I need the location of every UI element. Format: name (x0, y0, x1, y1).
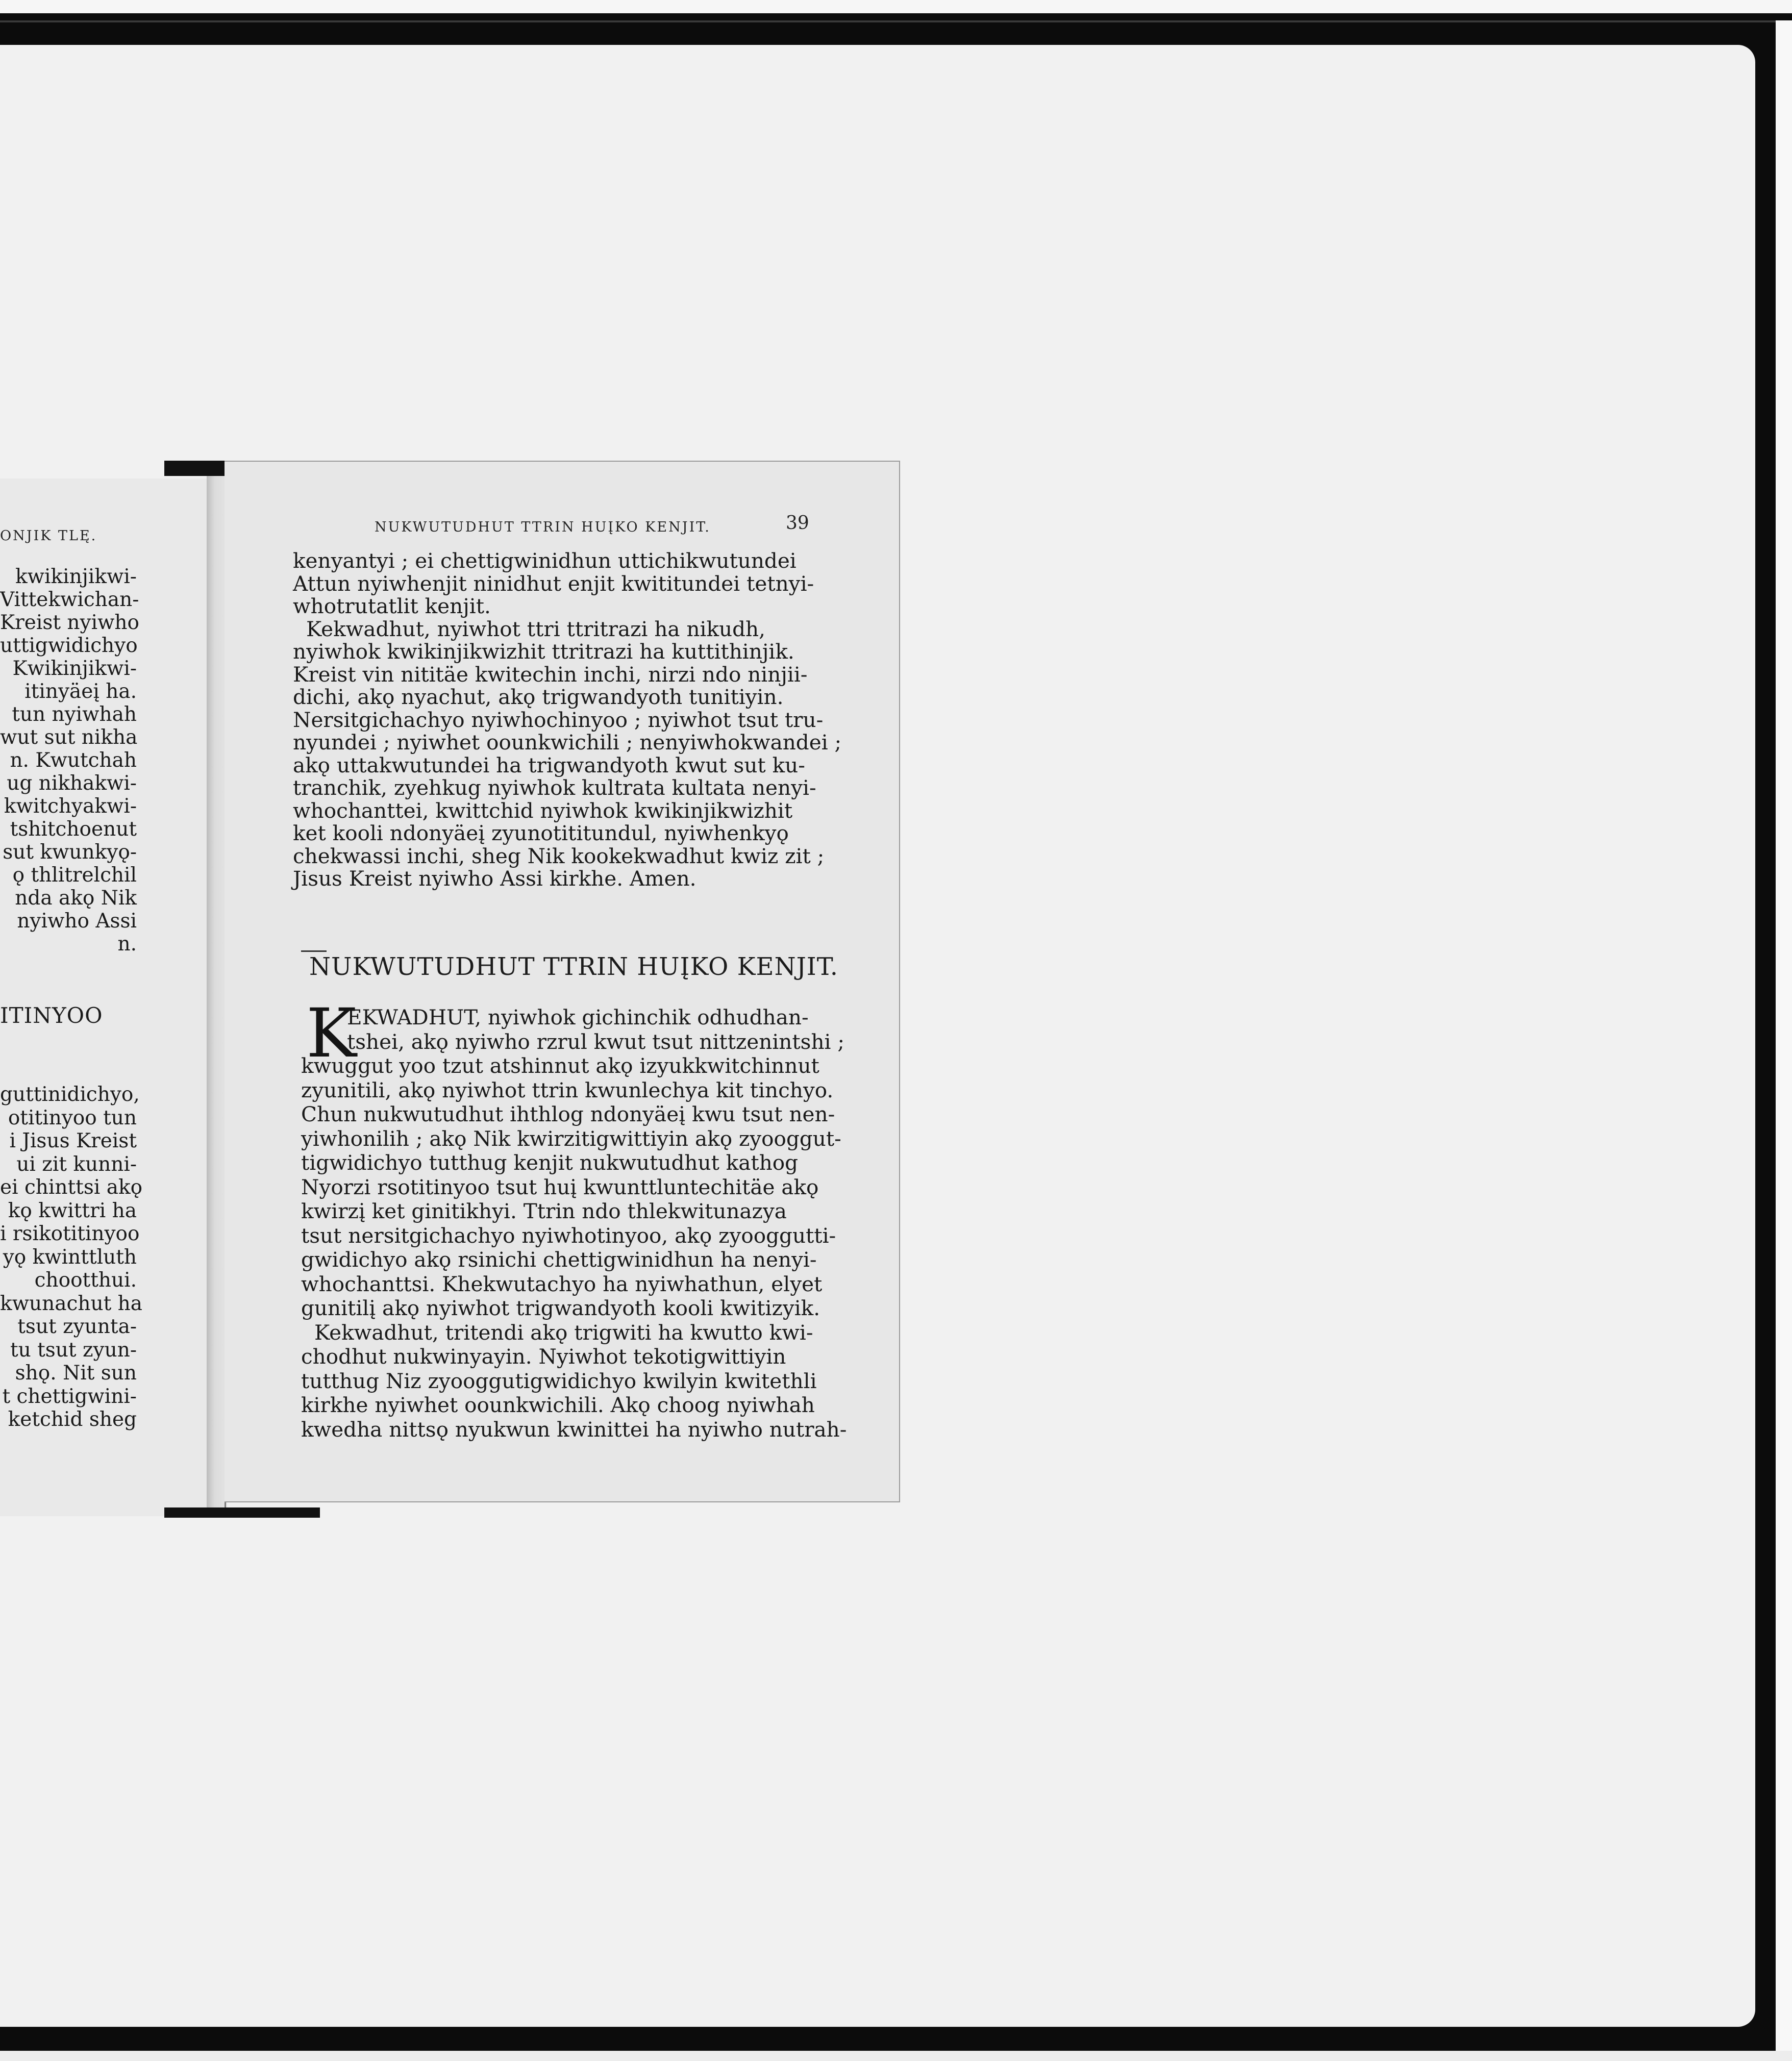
text-line: kwitchyakwi- (4, 795, 137, 818)
text-line: chodhut nukwinyayin. Nyiwhot tekotigwittiyin (301, 1344, 786, 1369)
drop-cap: K (306, 994, 357, 1073)
text-line: dichi, akǫ nyachut, akǫ trigwandyoth tunitiyin. (293, 685, 784, 709)
text-line: kwikinjikwi- (15, 565, 137, 588)
text-line: Kwikinjikwi- (12, 657, 137, 680)
text-line: Kreist nyiwho (0, 611, 140, 634)
text-line: tranchik, zyehkug nyiwhok kultrata kultata nenyi- (293, 775, 816, 800)
section-title: NUKWUTUDHUT TTRIN HUĮKO KENJIT. (309, 952, 838, 981)
text-line: sut kwunkyǫ- (3, 841, 137, 864)
text-line: tshitchoenut (10, 818, 137, 841)
text-line: wut sut nikha (0, 726, 138, 749)
text-line: ket kooli ndonyäeį zyunotititundul, nyiwhenkyǫ (293, 821, 789, 845)
text-line: whochanttei, kwittchid nyiwhok kwikinjikwizhit (293, 798, 793, 823)
text-line: Nersitgichachyo nyiwhochinyoo ; nyiwhot tsut tru- (293, 707, 824, 732)
text-line: Chun nukwutudhut ihthlog ndonyäeį kwu tsut nen- (301, 1102, 835, 1126)
film-edge-bottom (0, 2051, 1792, 2061)
text-line: Attun nyiwhenjit ninidhut enjit kwititundei tetnyi- (293, 571, 814, 596)
text-line: tu tsut zyun- (10, 1338, 137, 1362)
text-line: chootthui. (34, 1269, 137, 1292)
text-line: gwidichyo akǫ rsinichi chettigwinidhun ha nenyi- (301, 1247, 817, 1272)
text-line: ketchid sheg (8, 1408, 137, 1431)
text-line: kwedha nittsǫ nyukwun kwinittei ha nyiwho nutrah- (301, 1417, 847, 1442)
text-line: tun nyiwhah (12, 703, 137, 726)
text-line: EKWADHUT, nyiwhok gichinchik odhudhan- (347, 1005, 809, 1029)
text-line: kwuggut yoo tzut atshinnut akǫ izyukkwitchinnut (301, 1053, 819, 1078)
text-line: yiwhonilih ; akǫ Nik kwirzitigwittiyin akǫ zyooggut- (301, 1126, 841, 1151)
text-line: tsut nersitgichachyo nyiwhotinyoo, akǫ zyooggutti- (301, 1223, 836, 1248)
text-line: itinyäeį ha. (24, 680, 137, 703)
binding-clip-bottom (164, 1507, 320, 1518)
text-line: kwunachut ha (0, 1292, 143, 1315)
text-line: Nyorzi rsotitinyoo tsut huį kwunttluntechitäe akǫ (301, 1174, 819, 1199)
text-line: uttigwidichyo (0, 634, 138, 657)
text-line: Kekwadhut, nyiwhot ttri ttritrazi ha nikudh, (306, 616, 765, 641)
text-line: gunitilį akǫ nyiwhot trigwandyoth kooli kwitizyik. (301, 1296, 820, 1320)
film-edge-right (1776, 20, 1792, 2061)
text-line: Jisus Kreist nyiwho Assi kirkhe. Amen. (293, 866, 696, 891)
left-page (0, 479, 209, 1516)
left-running-head: ONJIK TLĘ. (0, 528, 97, 544)
text-line: i Jisus Kreist (9, 1129, 137, 1152)
text-line: n. Kwutchah (10, 749, 137, 772)
text-line: kǫ kwittri ha (8, 1199, 137, 1222)
text-line: tigwidichyo tutthug kenjit nukwutudhut kathog (301, 1150, 799, 1175)
book-gutter (207, 474, 227, 1518)
text-line: akǫ uttakwutundei ha trigwandyoth kwut sut ku- (293, 752, 805, 777)
text-line: chekwassi inchi, sheg Nik kookekwadhut kwiz zit ; (293, 843, 825, 868)
text-line: otitinyoo tun (8, 1106, 137, 1129)
text-line: tshei, akǫ nyiwho rzrul kwut tsut nittzenintshi ; (347, 1029, 845, 1054)
text-line: t chettigwini- (2, 1385, 137, 1408)
text-line: nyiwho Assi (17, 910, 137, 933)
text-line: zyunitili, akǫ nyiwhot ttrin kwunlechya kit tinchyo. (301, 1077, 834, 1102)
text-line: whochanttsi. Khekwutachyo ha nyiwhathun, elyet (301, 1271, 823, 1296)
text-line: i rsikotitinyoo (0, 1222, 140, 1245)
text-line: ǫ thlitrelchil (12, 864, 137, 887)
text-line: nyundei ; nyiwhet oounkwichili ; nenyiwhokwandei ; (293, 730, 842, 755)
text-line: kenyantyi ; ei chettigwinidhun uttichikwutundei (293, 548, 797, 573)
text-line: Vittekwichan- (0, 588, 139, 611)
text-line: n. (117, 933, 137, 956)
text-line: ui zit kunni- (16, 1152, 137, 1176)
text-line: nyiwhok kwikinjikwizhit ttritrazi ha kuttithinjik. (293, 639, 794, 664)
text-line: ei chinttsi akǫ (0, 1176, 143, 1199)
text-line: shǫ. Nit sun (15, 1362, 137, 1385)
text-line: whotrutatlit kenjit. (293, 594, 491, 618)
left-section-fragment: ITINYOO (0, 1003, 103, 1028)
text-line: tsut zyunta- (17, 1315, 137, 1338)
text-line: kirkhe nyiwhet oounkwichili. Akǫ choog nyiwhah (301, 1393, 815, 1417)
text-line: guttinidichyo, (0, 1083, 140, 1106)
text-line: Kreist vin nititäe kwitechin inchi, nirzi ndo ninjii- (293, 662, 808, 687)
text-line: kwirzį ket ginitikhyi. Ttrin ndo thlekwitunazya (301, 1199, 787, 1223)
text-line: ug nikhakwi- (7, 772, 137, 795)
right-page (225, 461, 900, 1502)
right-running-head: NUKWUTUDHUT TTRIN HUĮKO KENJIT. (375, 519, 711, 535)
text-line: Kekwadhut, tritendi akǫ trigwiti ha kwutto kwi- (314, 1320, 813, 1345)
text-line: yǫ kwinttluth (3, 1245, 137, 1269)
page-number: 39 (786, 513, 809, 534)
text-line: nda akǫ Nik (15, 887, 137, 910)
text-line: tutthug Niz zyooggutigwidichyo kwilyin kwitethli (301, 1368, 817, 1393)
film-edge-top (0, 0, 1792, 13)
film-edge-rule (0, 20, 1792, 22)
ornament-dash (301, 950, 327, 952)
